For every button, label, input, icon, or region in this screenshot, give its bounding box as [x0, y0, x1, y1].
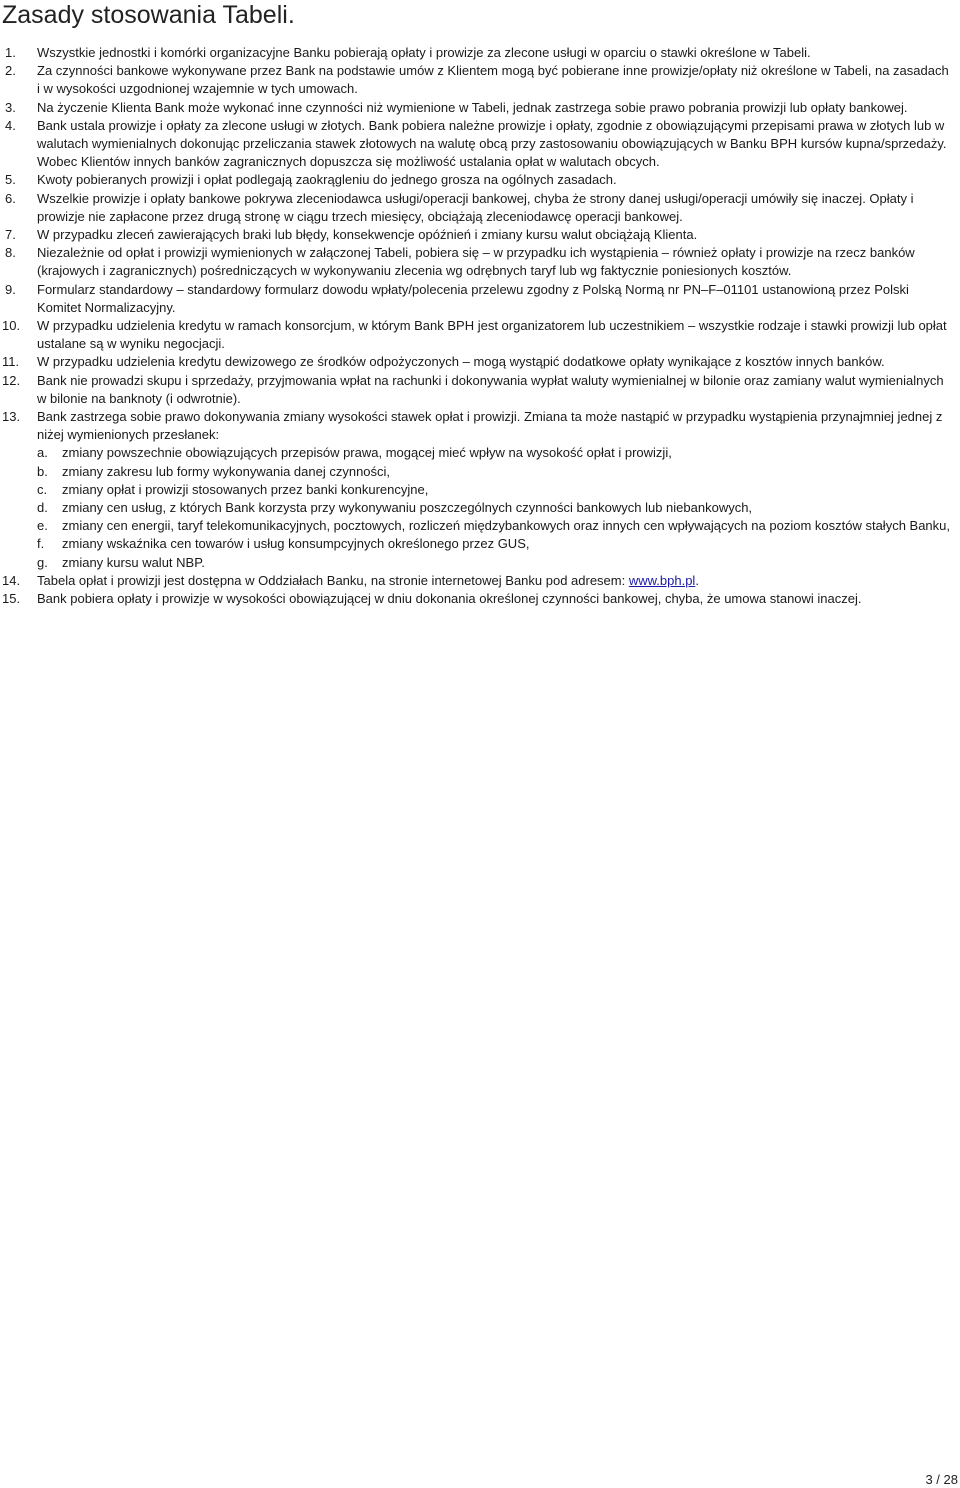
- rule-item-15: [0, 590, 952, 608]
- rule-text: Za czynności bankowe wykonywane przez Bank na podstawie umów z Klientem mogą być pobierane inne prowizje/opłaty niż określone w Tabeli, na zasadach i w wysokości uzgodnionej wzajemnie w tych umowach.: [37, 63, 949, 97]
- sublist-item-c: [37, 481, 952, 499]
- sublist-item-f: [37, 535, 952, 553]
- sublist-letter: e.: [37, 518, 48, 534]
- sublist-text: zmiany powszechnie obowiązujących przepisów prawa, mogącej mieć wpływ na wysokość opłat i prowizji,: [62, 445, 672, 461]
- rule-text: W przypadku udzielenia kredytu dewizowego ze środków odpożyczonych – mogą wystąpić dodatkowe opłaty wynikające z kosztów innych banków.: [37, 354, 885, 370]
- sublist-text: zmiany zakresu lub formy wykonywania danej czynności,: [62, 463, 391, 479]
- sublist-item-e: [37, 517, 952, 535]
- rule-item-5: [0, 171, 952, 189]
- rule-number: 7.: [5, 227, 16, 243]
- sublist-letter: g.: [37, 554, 48, 570]
- sublist-text: zmiany opłat i prowizji stosowanych przez banki konkurencyjne,: [62, 481, 429, 497]
- sublist-item-a: [37, 444, 952, 462]
- rule-text: W przypadku udzielenia kredytu w ramach konsorcjum, w którym Bank BPH jest organizatorem lub uczestnikiem – wszystkie rodzaje i stawki prowizji lub opłat ustalane są w wyniku negocjacji.: [37, 318, 947, 352]
- sublist-letter: a.: [37, 445, 48, 461]
- rule-number: 15.: [2, 591, 21, 607]
- rule-number: 5.: [5, 172, 16, 188]
- rule-item-14: [0, 572, 952, 590]
- rule-text: Bank nie prowadzi skupu i sprzedaży, przyjmowania wpłat na rachunki i dokonywania wypłat waluty wymienialnej w bilonie oraz zamiany walut wymienialnych w bilonie na banknoty (i odwrotnie).: [37, 372, 944, 406]
- rules-list: [0, 44, 952, 608]
- rule-text: W przypadku zleceń zawierających braki lub błędy, konsekwencje opóźnień i zmiany kursu walut obciążają Klienta.: [37, 227, 698, 243]
- sublist-text: zmiany cen energii, taryf telekomunikacyjnych, pocztowych, rozliczeń międzybankowych oraz innych cen wpływających na poziom kosztów stałych Banku,: [62, 518, 951, 534]
- rule-text: Formularz standardowy – standardowy formularz dowodu wpłaty/polecenia przelewu zgodny z Polską Normą nr PN–F–01101 ustanowioną przez Polski Komitet Normalizacyjny.: [37, 281, 909, 315]
- page-number: 3 / 28: [925, 1472, 958, 1487]
- rule-number: 13.: [2, 409, 21, 425]
- rule-item-6: [0, 190, 952, 226]
- sublist-letter: d.: [37, 500, 48, 516]
- rule-text: Kwoty pobieranych prowizji i opłat podlegają zaokrągleniu do jednego grosza na ogólnych zasadach.: [37, 172, 617, 188]
- rule-item-4: [0, 117, 952, 172]
- rule-text: Wszelkie prowizje i opłaty bankowe pokrywa zleceniodawca usługi/operacji bankowej, chyba że strony danej usługi/operacji umówiły się inaczej. Opłaty i prowizje nie zapłacone przez drugą stronę w ciągu trzech miesięcy, obciążają zleceniodawcę operacji bankowej.: [37, 190, 914, 224]
- rule-number: 11.: [2, 354, 20, 370]
- rule-item-9: [0, 281, 952, 317]
- sublist-item-d: [37, 499, 952, 517]
- rule-number: 8.: [5, 245, 16, 261]
- rule-item-13: [0, 408, 952, 572]
- bph-website-link[interactable]: www.bph.pl: [628, 572, 696, 588]
- rule-number: 1.: [5, 45, 16, 60]
- sublist-letter: b.: [37, 463, 48, 479]
- rule-text: Bank zastrzega sobie prawo dokonywania zmiany wysokości stawek opłat i prowizji. Zmiana ta może nastąpić w przypadku wystąpienia przynajmniej jednej z niżej wymienionych przesłanek:: [37, 409, 943, 443]
- rule-item-8: [0, 244, 952, 280]
- rule-text: Tabela opłat i prowizji jest dostępna w Oddziałach Banku, na stronie internetowej Banku pod adresem:: [37, 572, 629, 588]
- rule-text-end: .: [695, 572, 699, 588]
- rule-text: Bank pobiera opłaty i prowizje w wysokości obowiązującej w dniu dokonania określonej czynności bankowej, chyba, że umowa stanowi inaczej.: [37, 591, 862, 607]
- rule-number: 3.: [5, 99, 16, 115]
- rule-item-11: [0, 353, 952, 371]
- rule-number: 2.: [5, 63, 16, 79]
- sublist-text: zmiany cen usług, z których Bank korzysta przy wykonywaniu poszczególnych czynności bankowych lub niebankowych,: [62, 500, 753, 516]
- rule-item-7: [0, 226, 952, 244]
- rule-number: 6.: [5, 190, 16, 206]
- rule-text: Niezależnie od opłat i prowizji wymienionych w załączonej Tabeli, pobiera się – w przypadku ich wystąpienia – również opłaty i prowizje na rzecz banków (krajowych i zagranicznych) pośredniczących w wykonywaniu zlecenia wg odrębnych taryf lub wg faktycznie poniesionych kosztów.: [37, 245, 915, 279]
- rule-text: Na życzenie Klienta Bank może wykonać inne czynności niż wymienione w Tabeli, jednak zastrzega sobie prawo pobrania prowizji lub opłaty bankowej.: [37, 99, 908, 115]
- rule-item-1: [0, 44, 952, 62]
- sublist-letter: c.: [37, 481, 48, 497]
- rule-item-3: [0, 99, 952, 117]
- rule-number: 9.: [5, 281, 16, 297]
- rule-number: 4.: [5, 117, 16, 133]
- sublist-item-g: [37, 554, 952, 572]
- rule-text: Wszystkie jednostki i komórki organizacyjne Banku pobierają opłaty i prowizje za zlecone usługi w oparciu o stawki określone w Tabeli.: [37, 45, 811, 60]
- condition-sublist: [37, 444, 952, 571]
- rule-number: 12.: [2, 372, 21, 388]
- rule-item-2: [0, 62, 952, 98]
- sublist-letter: f.: [37, 536, 45, 552]
- rule-number: 10.: [2, 318, 21, 334]
- page-title: Zasady stosowania Tabeli.: [2, 1, 295, 29]
- rule-item-12: [0, 372, 952, 408]
- sublist-text: zmiany kursu walut NBP.: [62, 554, 205, 570]
- rule-item-10: [0, 317, 952, 353]
- rule-text: Bank ustala prowizje i opłaty za zlecone usługi w złotych. Bank pobiera należne prowizje i opłaty, zgodnie z obowiązującymi przepisami prawa w złotych lub w walutach wymienialnych dokonując przeliczania stawek złotowych na walutę obcą przy zastosowaniu obowiązujących w Banku BPH kursów kupna/sprzedaży. Wobec Klientów innych banków zagranicznych dopuszcza się możliwość ustalania opłat w walutach obcych.: [37, 117, 947, 170]
- rule-number: 14.: [2, 572, 21, 588]
- sublist-text: zmiany wskaźnika cen towarów i usług konsumpcyjnych określonego przez GUS,: [62, 536, 530, 552]
- sublist-item-b: [37, 463, 952, 481]
